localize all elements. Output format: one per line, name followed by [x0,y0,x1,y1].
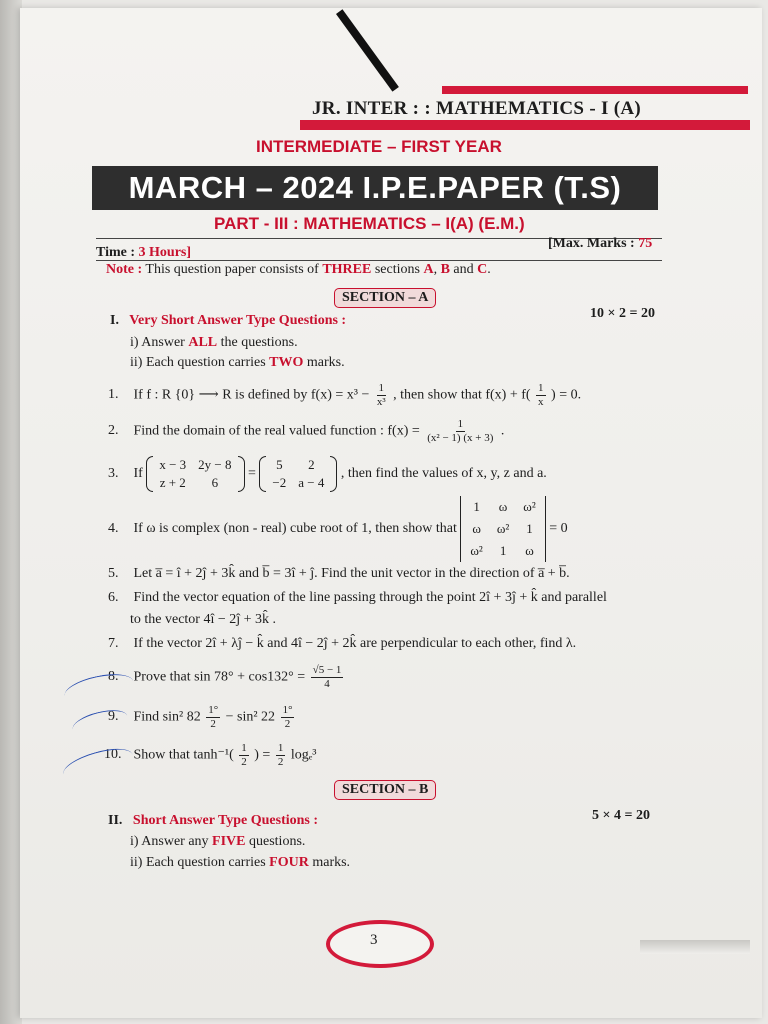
instr-text: marks. [303,355,345,370]
denominator: x [538,395,544,408]
fraction [206,704,220,730]
note-c: C [477,262,488,277]
section-a-heading [110,313,346,329]
question-text: Show that tanh⁻¹( [133,747,234,763]
question-3 [108,456,547,492]
det-cell: ω [472,521,481,536]
instr-text: ii) Each question carries [130,855,270,870]
question-text: = 0 [549,521,568,537]
denominator: 2 [241,755,247,768]
det-cell: ω² [523,499,536,514]
question-text: , then show that f(x) + f( [393,387,531,403]
question-text: . [500,423,505,439]
numerator: 1 [538,382,544,394]
denominator: 2 [210,717,216,730]
question-4 [108,496,568,562]
question-number: 5. [108,566,119,581]
question-7 [108,636,576,652]
matrix-cell: 2 [308,457,315,472]
question-number: 7. [108,636,119,651]
time-allowed [96,245,191,261]
book-spine [0,0,22,1024]
fraction [239,742,249,768]
question-1 [108,382,581,408]
page-number: 3 [370,932,378,948]
note-text: , [433,262,441,277]
exam-title: JR. INTER : : MATHEMATICS - I (A) [312,98,642,119]
question-text: Find sin² 82 [133,709,201,725]
page-tear [640,940,750,954]
denominator: 2 [277,755,284,768]
marks-value: 75 [638,236,653,251]
instruction-1 [130,834,305,850]
instruction-1 [130,335,298,351]
denominator: 2 [284,717,291,730]
note-label: Note : [106,262,143,277]
det-cell: ω [525,543,534,558]
question-2 [108,418,504,444]
section-a-label: SECTION – A [334,288,436,308]
heading-number: II. [108,813,123,828]
fraction [375,382,388,408]
section-a-marks: 10 × 2 = 20 [590,306,655,321]
question-number: 9. [108,709,119,725]
equals-sign: = [248,466,256,482]
time-label: Time : [96,245,136,260]
instr-text: the questions. [217,335,298,350]
instr-text: i) Answer any [130,834,213,849]
question-text: logₑ³ [290,747,317,763]
paper-banner: MARCH – 2024 I.P.E.PAPER (T.S) [92,166,658,210]
numerator: √5 − 1 [312,664,342,676]
question-text: − sin² 22 [225,709,276,725]
question-text: ) = 0. [551,387,582,403]
det-cell: ω² [496,521,510,536]
instr-text: questions. [245,834,306,849]
note-text: . [487,262,491,277]
det-cell: ω [498,499,508,514]
fraction [311,664,344,690]
question-number: 6. [108,590,119,605]
question-number: 2. [108,423,119,439]
note [106,262,491,278]
matrix-cell: 5 [276,457,283,472]
note-three: THREE [322,262,372,277]
instruction-2 [130,355,345,371]
instruction-2 [130,855,350,871]
det-cell: 1 [526,521,533,536]
question-text: Find the domain of the real valued function : f(x) = [133,423,424,439]
section-b-label: SECTION – B [334,780,436,800]
question-5 [108,566,570,582]
note-text: and [449,262,478,277]
divider [96,260,662,261]
matrix-cell: −2 [272,475,287,490]
heading-number: I. [110,313,119,328]
question-9 [108,704,296,730]
question-text: If [133,466,143,482]
matrix-cell: z + 2 [159,475,186,490]
numerator: 1° [282,704,293,716]
question-10 [104,742,317,768]
det-cell: ω² [470,543,483,558]
note-text: sections [371,262,424,277]
question-6 [108,590,607,606]
part-title: PART - III : MATHEMATICS – I(A) (E.M.) [214,214,525,233]
note-text: This question paper consists of [142,262,323,277]
section-b-heading [108,813,318,829]
question-number: 8. [108,669,119,685]
instr-emph: FIVE [212,834,246,849]
numerator: 1 [378,382,385,394]
fraction [281,704,295,730]
note-b: B [440,262,450,277]
question-number: 1. [108,387,119,403]
instr-text: i) Answer [130,335,189,350]
denominator: 4 [324,677,330,690]
det-cell: 1 [499,543,507,558]
section-b-marks: 5 × 4 = 20 [592,808,650,823]
time-value: 3 Hours] [138,245,192,260]
heading-text: Short Answer Type Questions : [132,813,319,828]
question-text: , then find the values of x, y, z and a. [340,466,547,482]
page-number-pill [326,920,434,968]
matrix-cell: a − 4 [298,475,325,490]
instr-emph: ALL [188,335,218,350]
question-text: ) = [254,747,274,763]
question-text: Find the vector equation of the line passing through the point 2î + 3ĵ + k̂ and parallel [133,590,607,605]
numerator: 1 [277,742,284,754]
instr-emph: FOUR [269,855,309,870]
question-number: 4. [108,521,119,537]
fraction [276,742,286,768]
numerator: 1° [208,704,219,716]
matrix-cell: 6 [211,475,219,490]
numerator: 1 [241,742,247,754]
header-red-bar-mid [300,120,750,130]
marks-label: [Max. Marks : [548,236,635,251]
question-6-continued: to the vector 4î − 2ĵ + 3k̂ . [130,612,277,627]
matrix-left [146,456,244,492]
det-cell: 1 [473,499,480,514]
fraction [425,418,495,444]
instr-text: ii) Each question carries [130,355,270,370]
question-text: Let a̅ = î + 2ĵ + 3k̂ and b̅ = 3î + ĵ. Find the unit vector in the direction of a̅ + b̅. [133,566,570,581]
heading-text: Very Short Answer Type Questions : [129,313,347,328]
question-number: 3. [108,466,119,482]
matrix-cell: x − 3 [159,457,187,472]
instr-emph: TWO [269,355,304,370]
max-marks [548,236,652,252]
denominator: (x² − 1) (x + 3) [427,431,494,444]
question-8 [108,664,345,690]
instr-text: marks. [308,855,351,870]
question-text: If f : R {0} ⟶ R is defined by f(x) = x³ − [133,387,373,403]
fraction [536,382,546,408]
matrix-right [259,456,337,492]
question-text: Prove that sin 78° + cos132° = [133,669,309,685]
matrix-cell: 2y − 8 [198,457,232,472]
question-number: 10. [104,747,122,763]
numerator: 1 [457,418,464,430]
year-title: INTERMEDIATE – FIRST YEAR [256,137,502,156]
denominator: x³ [376,395,386,408]
note-a: A [423,262,434,277]
question-text: If the vector 2î + λĵ − k̂ and 4î − 2ĵ + 2k̂ are perpendicular to each other, find λ. [133,636,577,651]
header-red-bar-top [442,86,748,94]
question-text: If ω is complex (non - real) cube root of 1, then show that [133,521,457,537]
determinant [460,496,545,562]
